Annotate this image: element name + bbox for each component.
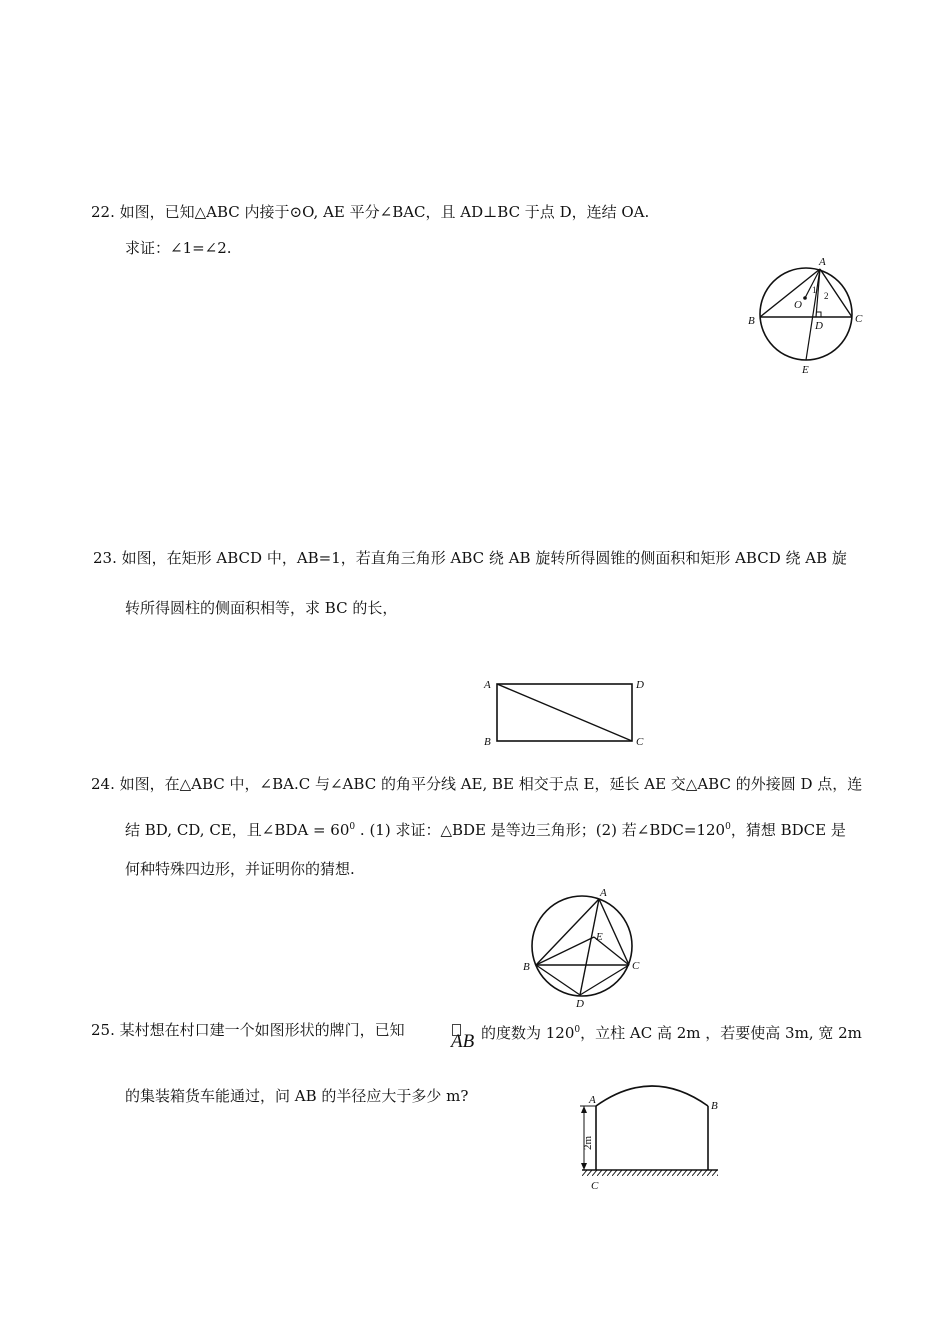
q24-line-ab	[536, 899, 599, 965]
q24-figure	[520, 887, 650, 1010]
q22-label-o: O	[794, 299, 802, 311]
q23-label-d: D	[636, 679, 644, 691]
q22-label-1: 1	[812, 285, 817, 295]
q23-line2: 转所得圆柱的侧面积相等，求 BC 的长，	[125, 599, 398, 617]
q22-circle	[760, 268, 852, 360]
q22-label-a: A	[819, 256, 826, 268]
q24-line-ad	[580, 899, 599, 995]
q24-line-ac	[599, 899, 629, 965]
q24-line-be	[536, 937, 594, 965]
q25-label-b: B	[711, 1100, 718, 1112]
q23-text-1: 如图，在矩形 ABCD 中，AB=1，若直角三角形 ABC 绕 AB 旋转所得圆锥的侧面积和矩形 ABCD 绕 AB 旋	[121, 549, 847, 567]
q24-line3: 何种特殊四边形，并证明你的猜想.	[125, 860, 355, 878]
q25-ground-hatch	[582, 1170, 718, 1176]
q23-label-b: B	[484, 736, 491, 748]
q25-label-a: A	[589, 1094, 596, 1106]
q24-degree-2: 0	[725, 822, 731, 832]
q22-line2: 求证：∠1=∠2.	[125, 239, 232, 257]
q25-arc-ab: AB	[451, 1031, 475, 1052]
q23-number: 23.	[93, 549, 117, 567]
q25-text-1b: 的度数为 120	[481, 1024, 575, 1042]
q22-text-1: 如图，已知△ABC 内接于⊙O, AE 平分∠BAC，且 AD⊥BC 于点 D，连结 OA.	[119, 203, 650, 221]
q22-label-c: C	[855, 313, 863, 325]
q24-degree-1: 0	[349, 822, 356, 832]
q22-line1	[91, 202, 649, 222]
q25-label-c: C	[591, 1180, 599, 1192]
q25-text-1a: 某村想在村口建一个如图形状的牌门，已知	[119, 1021, 405, 1039]
q25-degree: 0	[574, 1025, 581, 1035]
q24-number: 24.	[91, 775, 115, 793]
q22-label-2: 2	[824, 291, 829, 301]
q22-label-e: E	[802, 364, 809, 376]
q22-line-ab	[760, 269, 820, 317]
q24-label-d: D	[576, 998, 584, 1010]
q25-arrow-up	[581, 1106, 587, 1113]
q23-figure	[482, 676, 652, 746]
q25-number: 25.	[91, 1021, 115, 1039]
q22-label-d: D	[815, 320, 823, 332]
q24-text-2b: . (1) 求证：△BDE 是等边三角形；(2) 若∠BDC=120	[355, 821, 726, 839]
q24-label-c: C	[632, 960, 640, 972]
q23-diagonal-ac	[497, 684, 632, 741]
q25-figure	[572, 1080, 732, 1190]
q25-line1-rest	[481, 1020, 862, 1043]
q24-label-a: A	[600, 887, 607, 899]
q24-line1	[91, 774, 862, 794]
q25-label-height: 2m	[582, 1135, 594, 1150]
q24-circle	[532, 896, 632, 996]
q23-line1	[93, 548, 847, 568]
q24-line2	[125, 817, 846, 840]
q22-figure	[748, 256, 868, 382]
q25-arrow-down	[581, 1163, 587, 1170]
q22-label-b: B	[748, 315, 755, 327]
q25-line1	[91, 1020, 405, 1040]
q24-text-2c: ，猜想 BDCE 是	[730, 821, 846, 839]
q22-number: 22.	[91, 203, 115, 221]
q24-text-1: 如图，在△ABC 中，∠BA.C 与∠ABC 的角平分线 AE, BE 相交于点 E，延长 AE 交△ABC 的外接圆 D 点，连	[119, 775, 863, 793]
q25-line2: 的集装箱货车能通过，问 AB 的半径应大于多少 m?	[125, 1087, 469, 1105]
q24-label-e: E	[596, 931, 603, 943]
q24-text-2a: 结 BD, CD, CE，且∠BDA = 60	[125, 821, 350, 839]
q22-center-dot	[803, 296, 807, 300]
q23-label-a: A	[484, 679, 491, 691]
q23-label-c: C	[636, 736, 644, 748]
q24-label-b: B	[523, 961, 530, 973]
q25-text-1c: ，立柱 AC 高 2m ，若要使高 3m, 宽 2m	[580, 1024, 862, 1042]
q25-arch-arc	[596, 1086, 708, 1106]
